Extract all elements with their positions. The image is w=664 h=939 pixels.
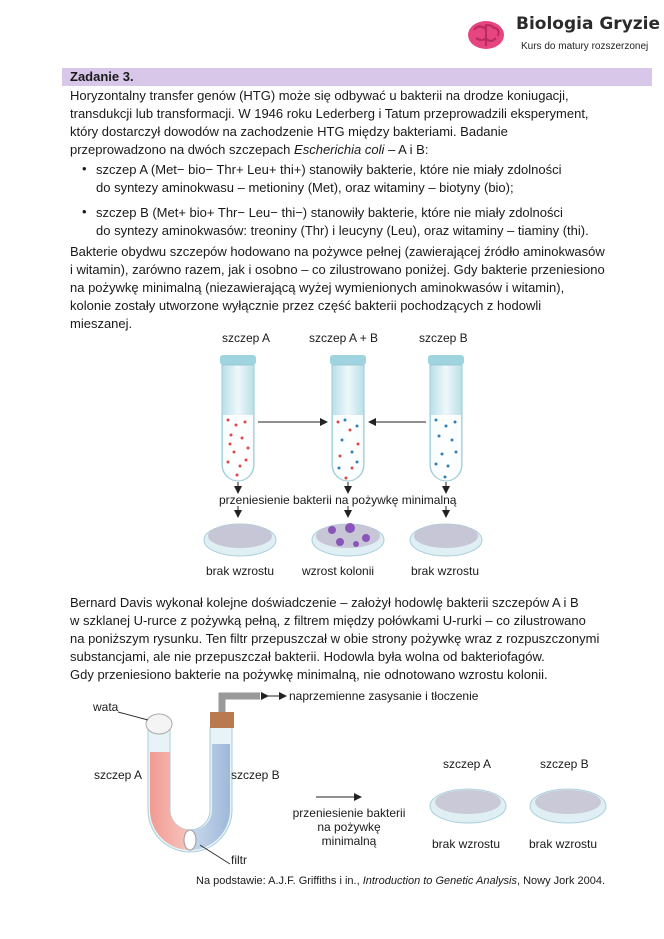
test-tube-b (428, 355, 464, 481)
lederberg-tatum-figure (190, 340, 510, 590)
bullet-strain-a: szczep A (Met− bio− Thr+ Leu+ thi+) stanowiły bakterie, które nie miały zdolności do syntezy aminokwasu – metioniny (Met), oraz witaminy – biotyny (bio); (96, 162, 562, 195)
plate-result-a: brak wzrostu (206, 564, 275, 578)
transfer-label-2: przeniesienie bakterii na pożywkę minimalną (292, 806, 406, 848)
plate-result-label-b: brak wzrostu (529, 837, 598, 851)
intro-line: przeprowadzono na dwóch szczepach Escherichia coli – A i B: (70, 142, 429, 157)
task-header-bar (62, 68, 652, 86)
cotton-label: wata (93, 700, 119, 714)
intro-line: Horyzontalny transfer genów (HTG) może się odbywać u bakterii na drodze koniugacji, (70, 88, 569, 103)
species-name: Escherichia coli (294, 142, 385, 157)
bullet-dot: • (82, 204, 87, 219)
culture-paragraph: Bakterie obydwu szczepów hodowano na pożywce pełnej (zawierającej źródło aminokwasów i witamin), zarówno razem, jak i osobno – co zilustrowano poniżej. Gdy bakterie przeniesiono na pożywkę minimalną (niezawierającą wyżej wymienionych aminokwasów i witamin), kolonie zostały utworzone wyłącznie przez część bakterii pochodzących z hodowli mieszanej. (70, 244, 605, 331)
cork-stopper-icon (210, 712, 234, 728)
plate-result-label-a: brak wzrostu (432, 837, 501, 851)
u-tube-left-label: szczep A (94, 768, 143, 782)
intro-paragraph (70, 87, 650, 159)
plate-result-ab: wzrost kolonii (302, 564, 375, 578)
bullet-dot: • (82, 161, 87, 176)
intro-line: transdukcji lub transformacji. W 1946 roku Lederberg i Tatum przeprowadzili eksperyment, (70, 106, 589, 121)
task-title: Zadanie 3. (70, 69, 134, 84)
pump-label: naprzemienne zasysanie i tłoczenie (289, 689, 479, 703)
intro-line: który dostarczył dowodów na zachodzenie HTG między bakteriami. Badanie (70, 124, 508, 139)
plate-result-b: brak wzrostu (411, 564, 480, 578)
filter-label: filtr (231, 853, 247, 867)
u-tube-right-label: szczep B (231, 768, 280, 782)
cotton-plug-icon (146, 714, 172, 734)
tube-label-a: szczep A (222, 331, 271, 345)
transfer-label: przeniesienie bakterii na pożywkę minimalną (219, 493, 457, 507)
plate-label-b: szczep B (540, 757, 589, 771)
source-citation: Na podstawie: A.J.F. Griffiths i in., Introduction to Genetic Analysis, Nowy Jork 2004. (196, 875, 606, 887)
tube-label-ab: szczep A + B (309, 331, 379, 345)
plate-label-a: szczep A (443, 757, 492, 771)
davis-paragraph: Bernard Davis wykonał kolejne doświadczenie – założył hodowlę bakterii szczepów A i B w szklanej U-rurce z pożywką pełną, z filtrem między połówkami U-rurki – co zilustrowano na poniższym rysunku. Ten filtr przepuszczał w obie strony pożywkę wraz z rozpuszczonymi substancjami, ale nie przepuszczał bakterii. Hodowla była wolna od bakteriofagów. Gdy przeniesiono bakterie na pożywkę minimalną, nie odnotowano wzrostu kolonii. (70, 595, 600, 682)
brand-name: Biologia Gryzie (516, 14, 661, 34)
brand-subtitle: Kurs do matury rozszerzonej (521, 41, 649, 52)
petri-dish-a (204, 524, 276, 556)
bullet-strain-b: szczep B (Met+ bio+ Thr− Leu− thi−) stanowiły bakterie, które nie miały zdolności do syntezy aminokwasów: treoniny (Thr) i leucyny (Leu), oraz witaminy – tiaminy (thi). (96, 205, 589, 238)
petri-dish-strain-a (430, 789, 506, 823)
petri-dish-b (410, 524, 482, 556)
petri-dish-strain-b (530, 789, 606, 823)
tube-label-b: szczep B (419, 331, 468, 345)
test-tube-ab (330, 355, 366, 481)
test-tube-a (220, 355, 256, 481)
pump-tube-icon (222, 696, 260, 712)
petri-dish-ab (312, 523, 384, 556)
brain-logo-icon (466, 18, 506, 52)
filter-icon (184, 830, 196, 850)
